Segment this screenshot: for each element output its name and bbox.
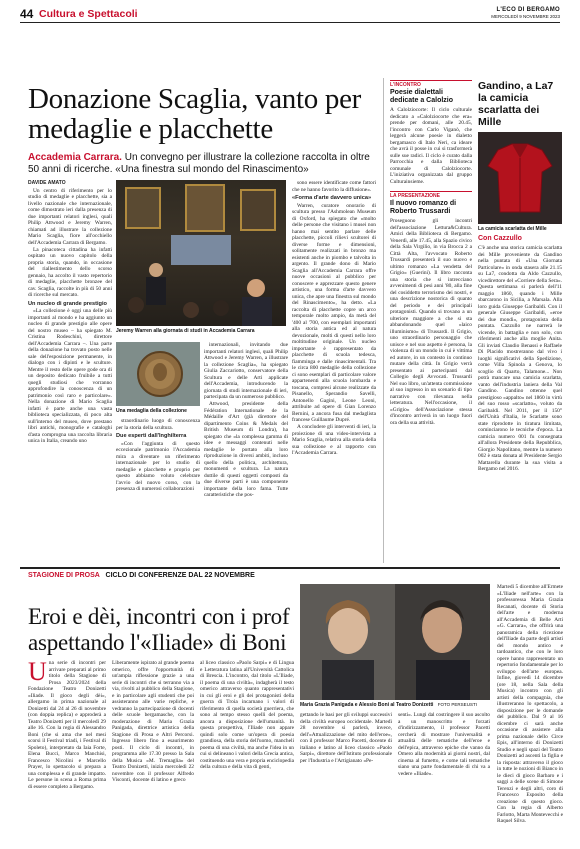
main-col-1 <box>28 180 112 445</box>
bottom-col-6 <box>497 584 563 825</box>
main-col1-p3: «La collezione è oggi una delle più importanti al mondo e ha aggiunto un nucleo di grande prestigio alle opere del nostro museo – ha spiegato M. Cristina Rodeschini, direttore dell'Accademia Carrara –. Una parte della donazione ha trovato posto nelle sale dell'esposizione permanente, in dialogo con i dipinti e le sculture. Mentre il resto delle opere gode ora di un deposito dedicato fruibile a tutti quegli studiosi che vorranno approfondire la conoscenza di un patrimonio così raro e particolare». Nella donazione di Mario Scaglia infatti è parte anche una vasta biblioteca specializzata, di poco alta sull'interno del museo, dove prestano libri antichi, monografie e cataloghi d'asta comprogna una raccolta libraria unica in Italia, creando uno <box>28 308 112 445</box>
bottom-col-2 <box>112 660 194 784</box>
bottom-col-1 <box>28 657 106 790</box>
medal-illustration <box>116 342 200 406</box>
lecture-scene-illustration <box>116 180 286 326</box>
bottom-col1-text: na serie di incontri per arrivare preparati al primo titolo della Stagione di Prosa 2023/2024 della Fondazione Teatro Donizetti «Iliade. Il gioco degli dèi», allergamo in prima nazionale al Donizetti dal 24 al 26 di novembre (con doppia replica) e approderà a Teatro Donizetti per il mercoledì 29 alle 16. Con la regia di Alessandro Boni (che si ama che nel mesi scorsi il Festival triadi, i Festival di Spoleto), interpretato da Iaia Forte, Elena Bucci, Marco Manchisi, Francesco Nicolini e Marcello Prayer, lo spettacolo si prepara a una complessa e di grande impatto. Le persone in scena a Roma prima di essere completo a Bergamo. <box>28 660 106 790</box>
header-rule <box>20 22 560 23</box>
main-col2-p2: «Con l'aggiunta di questo eccezionale patrimonio l'Accademia mira a diventare un riferimento internazionale per lo studio di medaglie e placchette e proprio per questo abbiamo voluto celebrare l'avvio del nuovo corso, con la presenza di numerosi collaborazioni <box>116 440 200 493</box>
main-summary <box>28 152 378 176</box>
masthead: L'ECO DI BERGAMO <box>496 7 560 13</box>
presentazione-text: Proseguono gli incontri dell'associazione Lettura&Cultura. Amici della Biblioteca di Bergamo. Venerdì, alle 17.45, alla Spazio civico della Sala Virgilio, in via Brocca 2 a Città Alta, l'avvocato Roberto Trussardi presenterà il suo nuovo e ultimo romanzo «La vendetta del Grigio» (Guerini). Il libro racconta una storia che si intrecciano avvenimenti di pesi anni '80, alla fine del cosiddetto terrorismo dei nostri, e una descrizione nostorica di quanto del periodo e dei principali protagonisti. Quando si trovano a un ulteriore maggiore a che si sta abbandonando quel «laico illuminismo» di Trussardi. Il Grigio, uno straordinario personaggio che unisce e nel suo aspetto è persona, la violenza di un mondo in cui è vittima ed autore, in un contesto in continuo mutare della città. In Grigio verrà presentato ai partecipanti dal Collegio degli Avvocati. Trussardi Nel suo libro, un'attenta commissione al suo ingresso in un scenario di tipo narrativo con rilevanza nella letteratura. Nell'occasione, il «Grigio» dell'Associazione stessa d'incontro arriverà in un luogo fuori ora della sua attività. <box>390 218 472 426</box>
bottom-photo-credit: FOTO PERSEUSTI <box>437 702 477 707</box>
main-col-2 <box>116 418 200 493</box>
bottom-col6-text: Martedì 5 dicembre all'Ermete «L'Iliade nell'arte» con la professoressa Maria Grazia Recanati, docente di Storia dell'arte e moderna all'Accademia di Belle Arti «G. Carrara», che offrirà una panoramica della ricezione dell'Iliade da parte degli artisti del mondo antico e tardoantico, che con le loro opere hanno rappresentato un repertorio fondamentale per lo sviluppo dell'arte europea. Infine, giovedì 14 dicembre (ore 18, nella Sala della Musica) incontro con gli artisti della compagnia, che illustreranno lo spettacolo, a disposizione per le domande del pubblico. Dal 9 al 16 dicembre ci sarà anche occasione di assistere alla prima nazionale dello Circe Epis, all'interno di Donizetti Studio e negli spazi del Teatro Donizetti ad ascenti la figlia e la risposta: attraverso il gioco in tutte le nozioni di Bianco in le dieci di gioco Barbaro e i saggi a delle scene di Simone Terenzi e degli altri, coro di Francesco Esposito della creazione di questo gioco. Con la regia di Alberto Farlotto, Marta Montevecchi e Raquel Silva. <box>497 584 563 824</box>
gandino-feature <box>478 80 562 473</box>
red-shirt-illustration <box>478 132 562 224</box>
bottom-col-3 <box>200 660 294 771</box>
section-title: Cultura e Spettacoli <box>39 8 138 20</box>
gandino-photo <box>478 132 562 224</box>
page-number: 44 <box>20 7 34 21</box>
sidebar-column <box>390 80 472 426</box>
main-col4-p2: Warren, curatore onorario di scultura presso l'Ashmolean Museum di Oxford, ha spiegato che «molto delle persone che visitano i musei non hanno mai sentito parlare delle placchette, piccoli rilievi scultorei di diverse forme e dimensioni, solitamente realizzati in bronzo ma esistenti anche in piombo e talvolta in argento. Il grande dono di Mario Scaglia all'Accademia Carrara offre nuove occasioni al pubblico per conoscere e apprezzare questo genere artistico, una forma d'arte davvero unica, che apre una finestra sul mondo del Rinascimento», ha detto. «La raccolta di placchette copre un arco temporale molto ampio, da metà del '400 al '700, con esemplari importanti alla storia antica ed al natura devozionale, molti di questi nello loro moltitudine originale. Un nucleo importante è rappresentato da placchette di scuola tedesca, fiamminga e dalle rinascimentali. Tra le circa 800 medaglie della collezione ci sono esemplari di particolare valore appartenenti alla scuola lombarda e toscana, compresi alcune realizzate da Pisanello, Sperandio Savelli, Antonello Gagini, Leone Leoni, attribuite ad opere di Gian Lorenzo Bernini, a ancora fusa dal medaglista francese Guillaume Dupré. <box>292 202 376 424</box>
incontro-text: A Calolziocorte: Il ciclo culturale dedicato a «Calolziocorte che era» prende per domani, alle 20.45, l'incontro con Carlo Viganò, che leggerà alcune poesie in dialetto bergamasco di Italo Neri, ca ideare che avrà il posse in cui si trasformerà sulle sue radici. Il ciclo è curato dalla Parrocchia e dalla Biblioteca comunale di Calolziocorte. L'iniziativa organizzata dal gruppo Culturainsieme. <box>390 107 472 185</box>
medal-photo <box>116 342 200 406</box>
main-col1-subhead: Un nucleo di grande prestigio <box>28 300 107 307</box>
main-col1-p2: La pinacoteca cittadina ha infatti ospitato un nuovo capitolo della propria storia, quando, in occasione del riallestimento dello scorso gennaio, ha accolto il vasto repertorio di medaglie, placchette bronzee del cav. Scaglia, raccolte in più di 50 anni di ricerche sul mercato. <box>28 246 112 298</box>
main-col3-p2: Attwood, presidente della Fédération Internationale de la Médaille d'Art (già direttore del dipartimento Coins & Medals del British Museum di Londra), ha spiegato che «la complessa gamma di idee e messaggi contenuti nelle medaglie le portato alla loro riproduzione in diversi ambiti, incluso quello della politica, architettura, monumenti e scultura. La natura duttile di questi oggetti composti da due diverse parti è una componente importante della loro fama. Tutte caratteristiche che pos- <box>204 401 288 498</box>
sidebar-divider <box>383 78 384 563</box>
bottom-col3-text: al liceo classico «Paolo Sarpi» e di Lingua e Letteratura latina all'Università Cattolica di Brescia. L'incontro, dal titolo «L'Iliade, il poema di una civiltà», indagherà il testo omerico attraverso quanto rappresentativi in cui gli eroi e gli dei protagonisti della guerra di Troia incarnano i valori di riferimento di quella società guerriera, che sono al tempo stesso quelli del poema, ancora a disposizione dell'umanità. In questa prospettiva, l'Iliade non appare quindi solo come un'opera di poesia grandiosa, della storia dell'uomo, mancheli poema di una civiltà, ma anche l'idea in un cui si delineano i valori della Grecia antica, costituendo una vera e propria enciclopedia della cultura e della vita di genti, <box>200 660 294 770</box>
strap-label: STAGIONE DI PROSA <box>28 572 100 579</box>
main-col2-p1: straordinario luogo di conoscenza per la storia della scultura. <box>116 418 200 431</box>
gandino-byline: Con Cazzullo <box>478 235 522 242</box>
bottom-col-5 <box>398 712 490 777</box>
main-col3-p1: internazionali, invitando due importanti relatori inglesi, quali Philip Attwood e Jeremy Warren, a illustrare la collezione Scaglia», ha spiegato Giulia Zaccariotto, conservatore della Scultura e delle Arti applicate dell'Accademia, introducendo la giornata di studi internazionale di ieri, partecipata da un numeroso pubblico. <box>204 342 288 400</box>
bottom-col4-text: gettando le basi per gli sviluppi successivi della civiltà europea occidentale. Martedì 28 novembre si parlerà, invece, dell'«Attualizzazione del mito dell'eroe», con il professor Marco Pacetti, docente di italiano e latino al liceo classico «Paolo Sarpi», direttore dell'Istituto professionale per l'Industria e l'Artigianato «Pe- <box>300 712 392 764</box>
main-col2-subhead: Due esperti dall'Inghilterra <box>116 433 187 439</box>
bottom-col-4 <box>300 712 392 764</box>
incontro-title: Poesie dialettali dedicate a Calolzio <box>390 89 454 104</box>
bottom-headline: Eroi e dèi, incontri con i prof aspettando l'«Iliade» di Boni <box>28 604 290 655</box>
presentazione-label: LA PRESENTAZIONE <box>390 191 472 199</box>
main-col-3 <box>204 342 288 499</box>
main-kicker: Accademia Carrara. <box>28 152 122 163</box>
main-col4-p1: sono essere identificate come fattori che ne hanno favorito la diffusione». <box>292 180 376 193</box>
main-col4-p3: A concludere gli interventi di ieri, la proiezione di una video-intervista a Mario Scaglia, relativa alla storia della sua collezione e al rapporto con l'Accademia Carrara. <box>292 424 376 457</box>
strap-text: CICLO DI CONFERENZE DAL 22 NOVEMBRE <box>105 572 255 579</box>
main-photo <box>116 180 286 326</box>
main-photo-caption: Jeremy Warren alla giornata di studi in Accademia Carrara <box>116 328 255 334</box>
gandino-caption: La camicia scarlatta dei Mille <box>478 226 547 232</box>
medal-photo-caption: Una medaglia della collezione <box>116 408 187 414</box>
main-col1-p1: Un centro di riferimento per lo studio di medaglie e placchette, sia a livello nazionale che internazionale, come dimostrato ieri dalla presenza di due importanti relatori inglesi, quali Philip Attwood e Jeremy Warren, chiamati ad illustrare la collezione Mario Scaglia, fiore all'occhiello dell'Accademia Carrara di Bergamo. <box>28 187 112 246</box>
bottom-photo <box>300 584 490 700</box>
main-col4-subhead: «Forma d'arte davvero unica» <box>292 195 372 201</box>
gandino-title: Gandino, a La7 la camicia scarlatta dei Mille <box>478 80 554 128</box>
bottom-col2-text: Liberamente ispirato al grande poema omerico, offre l'opportunità di un'ampia riflessione grazie a una serie di incontri che si terranno via a via, rivolti al pubblico della Stagione, e in particolare agli studenti che poi assisteranno alle varie repliche, e vedranno la partecipazione di docenti delle scuole bergamasche, con la moderazione di Maria Grazia Panigada, direttrice artistica della Stagione di Prosa e Altri Percorsi. Ingresso libero fino a esaurimento posti. Il ciclo di incontri, in programma alle 17.30 presso la Sala della Musica «M. Tremaglia» del Teatro Donizetti, inizia mercoledì 22 novembre con il professor Alfredo Visconti, docente di latino e greco <box>112 660 194 783</box>
main-byline: DAVIDE AMATO <box>28 180 66 186</box>
issue-date: MERCOLEDÌ 9 NOVEMBRE 2023 <box>491 14 560 19</box>
presentazione-title: Il nuovo romanzo di Roberto Trussardi <box>390 200 457 215</box>
main-headline: Donazione Scaglia, vanto per medaglie e placchette <box>28 83 362 145</box>
incontro-label: L'INCONTRO <box>390 80 472 88</box>
bottom-section-rule <box>20 567 560 569</box>
main-col-4 <box>292 180 376 457</box>
bottom-caption-text: Maria Grazia Panigada e Alessio Boni al Teatro Donizetti <box>300 702 434 708</box>
portraits-illustration <box>300 584 490 700</box>
page-header <box>20 7 560 21</box>
main-summary-text: Un convegno per illustrare la collezione raccolta in oltre 50 anni di ricerche. «Una finestra sul mondo del Rinascimento» <box>28 152 370 175</box>
bottom-dropcap: U <box>28 657 47 686</box>
bottom-col5-text: senti». Lungi dal costringere il suo ascolto a un manoscritto e forzati d'indirizzamento, il professor Pacetti cercherà di mostrare l'universalità e attualità delle tematiche dell'eroe e dell'epica, attraverso epiche che vanno da Omero alla modernità ai giorni nostri, dal cinema al fumetto, e come tali tematiche siano una parte fondamentale di chi va a vedere «Iliade». <box>398 712 490 777</box>
bottom-strap <box>28 572 488 579</box>
gandino-text: C'è anche una storica camicia scarlatta dei Mille proveniente da Gandino nella puntata di «Una Giornata Particolare» in onda stasera alle 21.15 su La7, condotta da Aldo Cazzullo, vicedirettore del «Corriere della Sera». Questa settimana si parlerà dell'11 maggio 1860, quando i Mille sbarcarono in Sicilia, a Marsala. Alla loro guida Giuseppe Garibaldi. Con il generale Giuseppe Garibaldi, «eroe dei due mondi», protagonista della puntata. Cazzullo ne narrerà le vicende, in battaglia e non solo, con riferimenti anche alla moglie Anita. Gli inviati Claudio Benassi e Raffaele Di Placido mostreranno dal vivo i luoghi significativi della Spedizione, come Villa Spinola a Genova, lo scoglio di Quarto, Talamone... Non potrà mancare una camicia scarlatta, vanto dell'industria laniera della Val Gandino. Gandino ottenne quel prestigioso «appalto» nel 1860 in virtù del suo rosso «scarlatto», voluto da Garibaldi. Nel 2011, per il 150° dell'Unità d'Italia, le Scarlatte sono state riprodotte in tiratura limitata, cominciarono le tecniche d'epoca. La camicia numero 001 fu consegnata all'allora Presidente della Repubblica, Giorgio Napolitano, mentre la numero 002 è stata donata al Presidente Sergio Mattarella durante la sua visita a Bergamo nel 2016. <box>478 245 562 472</box>
bottom-photo-caption <box>300 702 490 708</box>
